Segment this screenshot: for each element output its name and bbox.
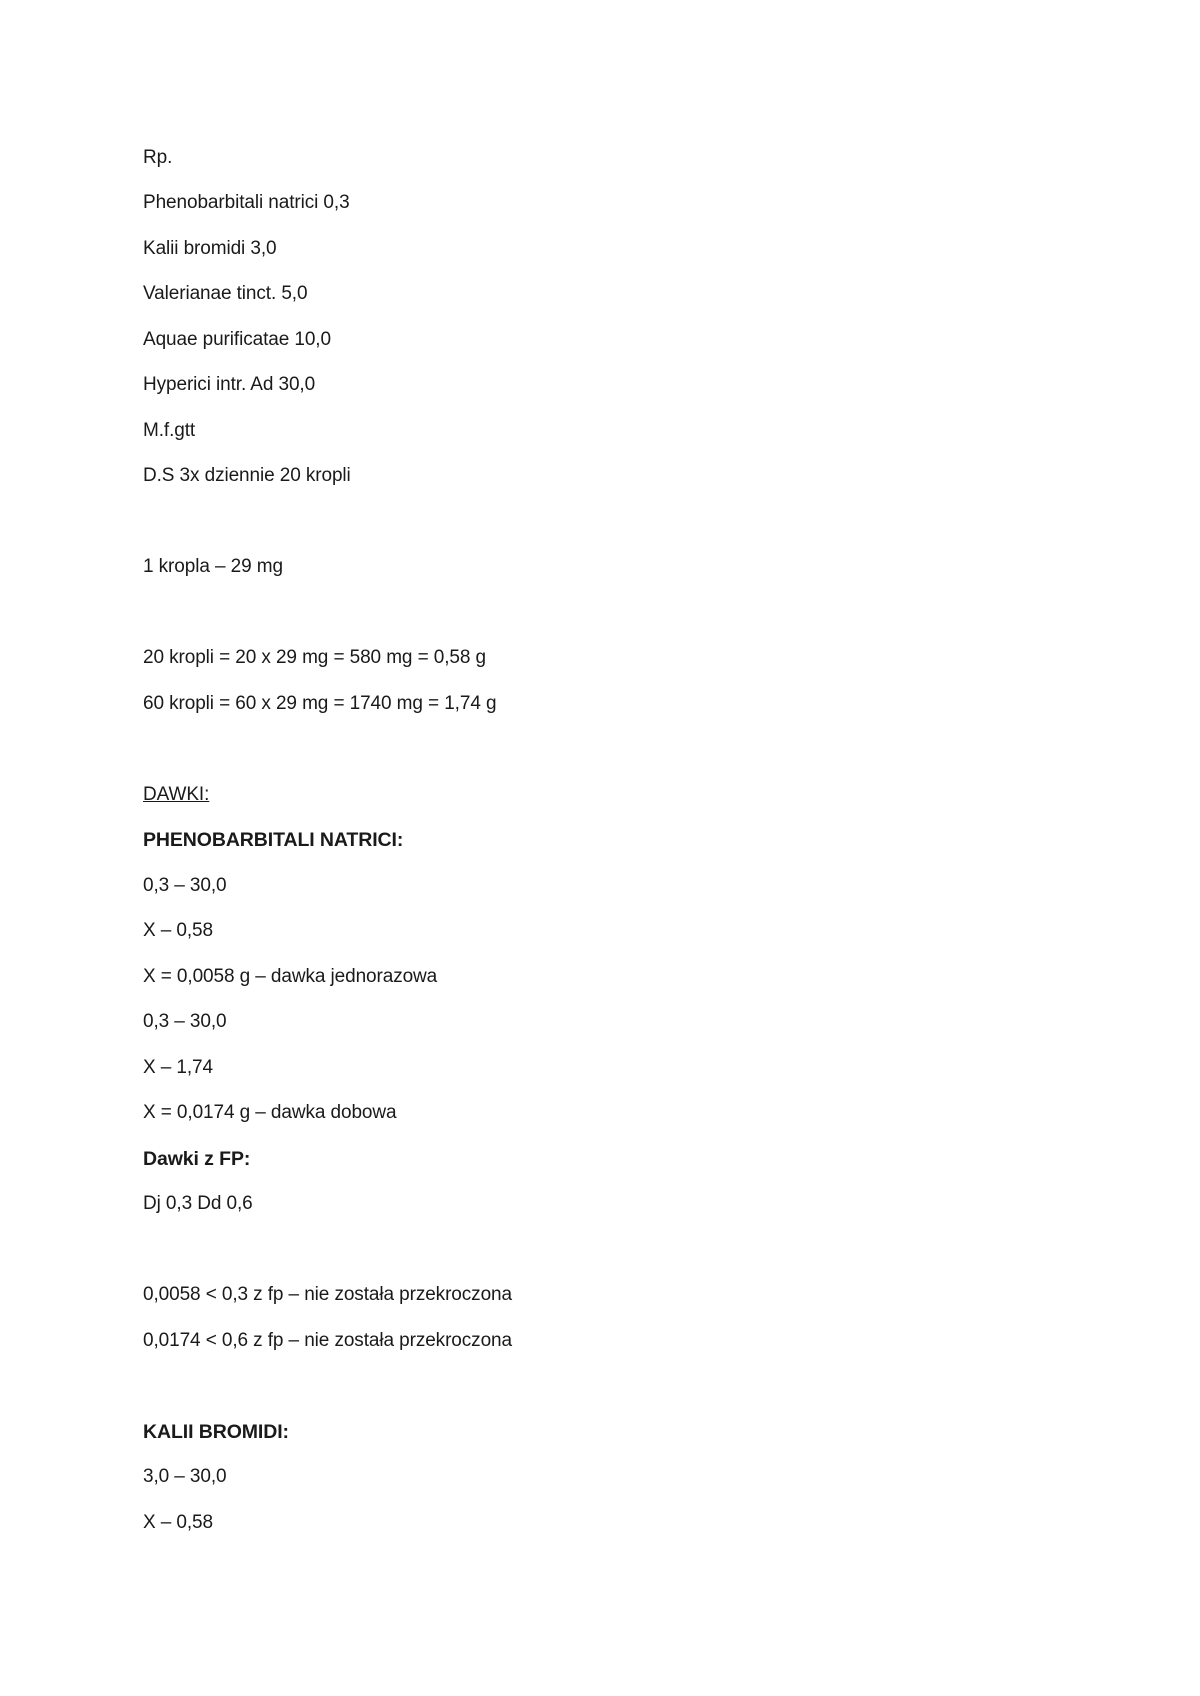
fp-doses-values: Dj 0,3 Dd 0,6 <box>143 1193 253 1214</box>
ingredient-phenobarbital: Phenobarbitali natrici 0,3 <box>143 192 350 213</box>
result-daily-dose: X = 0,0174 g – dawka dobowa <box>143 1102 397 1123</box>
proportion-line: X – 0,58 <box>143 1512 213 1533</box>
proportion-line: 0,3 – 30,0 <box>143 875 227 896</box>
calc-60-drops: 60 kropli = 60 x 29 mg = 1740 mg = 1,74 g <box>143 693 497 714</box>
proportion-line: 3,0 – 30,0 <box>143 1466 227 1487</box>
signature-line: D.S 3x dziennie 20 kropli <box>143 465 351 486</box>
proportion-line: 0,3 – 30,0 <box>143 1011 227 1032</box>
doses-heading: DAWKI: <box>143 784 210 805</box>
form-line: M.f.gtt <box>143 420 196 441</box>
result-single-dose: X = 0,0058 g – dawka jednorazowa <box>143 966 438 987</box>
section-phenobarbitali: PHENOBARBITALI NATRICI: <box>143 829 404 851</box>
fp-doses-heading: Dawki z FP: <box>143 1148 251 1170</box>
ingredient-kalii-bromidi: Kalii bromidi 3,0 <box>143 238 277 259</box>
ingredient-hyperici: Hyperici intr. Ad 30,0 <box>143 374 316 395</box>
drop-mass: 1 kropla – 29 mg <box>143 556 283 577</box>
section-kalii-bromidi: KALII BROMIDI: <box>143 1421 289 1443</box>
rp-heading: Rp. <box>143 147 173 168</box>
proportion-line: X – 0,58 <box>143 920 213 941</box>
ingredient-aquae: Aquae purificatae 10,0 <box>143 329 331 350</box>
proportion-line: X – 1,74 <box>143 1057 213 1078</box>
calc-20-drops: 20 kropli = 20 x 29 mg = 580 mg = 0,58 g <box>143 647 486 668</box>
ingredient-valerianae: Valerianae tinct. 5,0 <box>143 283 308 304</box>
comparison-single: 0,0058 < 0,3 z fp – nie została przekroczona <box>143 1284 512 1305</box>
comparison-daily: 0,0174 < 0,6 z fp – nie została przekroczona <box>143 1330 512 1351</box>
